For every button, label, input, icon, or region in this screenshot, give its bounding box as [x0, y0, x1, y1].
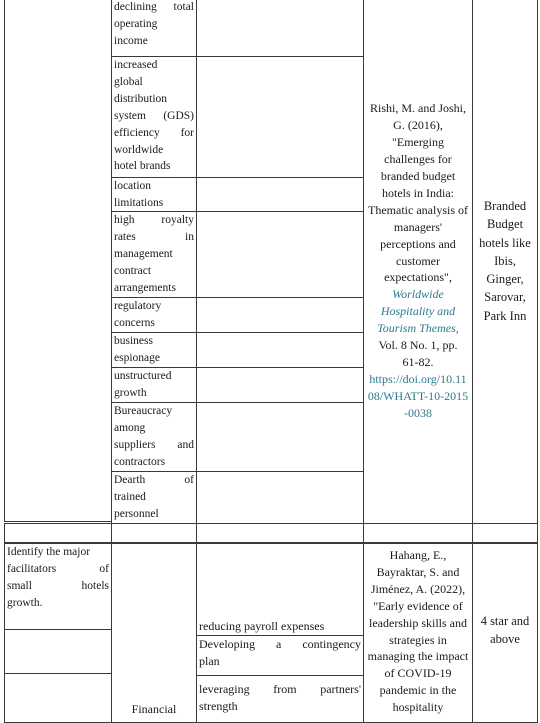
reference-journal-line: Worldwide [392, 287, 444, 302]
objective-line: Identify the major [7, 546, 91, 558]
upper-factor-row-5 [111, 297, 197, 333]
upper-factor-line: high royalty [114, 214, 194, 226]
reference-line: Bayraktar, S. and [376, 564, 460, 579]
reference-title-line: customer [396, 253, 440, 268]
reference-line: leadership skills and [369, 615, 467, 630]
upper-factor-row-9 [111, 471, 197, 524]
sample-line: 4 star and [480, 614, 530, 628]
upper-factor-line: business [114, 335, 153, 347]
objective-line: small hotels [7, 579, 109, 592]
lower-item-row-2 [196, 635, 364, 676]
upper-factor-row-2 [111, 56, 197, 178]
upper-factor-line: arrangements [114, 281, 176, 294]
upper-detail-cell [196, 471, 364, 524]
sample-line: Park Inn [483, 308, 527, 323]
reference-title-line: hotels in India: [382, 185, 454, 200]
sample-line: Sarovar, [484, 290, 526, 305]
upper-factor-row-7 [111, 367, 197, 403]
upper-factor-line: worldwide [114, 143, 164, 156]
upper-factor-line: trained [114, 490, 146, 503]
category-label: Financial [131, 702, 177, 717]
upper-factor-line: limitations [114, 196, 164, 209]
reference-title-line: challenges for [384, 152, 452, 167]
upper-detail-cell [196, 367, 364, 403]
sample-line: hotels like [479, 235, 531, 250]
upper-factor-line: Bureaucracy [114, 405, 173, 417]
upper-factor-line: regulatory [114, 300, 162, 312]
lower-objective-cell [4, 543, 112, 630]
reference-line: hospitality [392, 700, 444, 715]
spacer-cell [472, 523, 538, 543]
item-line: strength [199, 698, 238, 713]
upper-sample-cell [472, 0, 538, 524]
lower-category-cell [111, 543, 197, 723]
reference-title-line: expectations", [384, 270, 452, 285]
reference-doi-link[interactable]: https://doi.org/10.11 [369, 371, 467, 386]
upper-factor-line: declining total [114, 1, 194, 13]
reference-doi-link[interactable]: 08/WHATT-10-2015 [367, 388, 469, 403]
spacer-cell [4, 523, 112, 543]
upper-factor-line: unstructured [114, 370, 172, 382]
upper-factor-line: management [114, 247, 173, 260]
sample-line: Ginger, [486, 272, 524, 287]
upper-factor-line: personnel [114, 507, 159, 520]
lower-item-row-1 [196, 543, 364, 636]
sample-line: Ibis, [494, 253, 516, 268]
upper-factor-line: location [114, 180, 152, 192]
upper-detail-cell [196, 211, 364, 298]
reference-volume-line: Vol. 8 No. 1, pp. [378, 338, 458, 353]
item-line: leveraging from partners' [199, 682, 361, 696]
upper-detail-cell [196, 297, 364, 333]
lower-reference-cell [363, 543, 473, 723]
reference-journal-line: Tourism Themes, [377, 321, 459, 336]
spacer-cell [111, 523, 197, 543]
reference-title-line: branded budget [380, 169, 456, 184]
upper-factor-line: espionage [114, 351, 160, 364]
item-line: plan [199, 653, 220, 668]
upper-factor-line: growth [114, 386, 147, 399]
reference-line: Hahang, E., [389, 548, 447, 562]
lower-sample-cell [472, 543, 538, 723]
upper-factor-line: Dearth of [114, 474, 194, 486]
reference-line: managing the impact [367, 649, 469, 664]
sample-line: Branded [483, 199, 527, 214]
upper-factor-line: hotel brands [114, 160, 171, 173]
reference-doi-link[interactable]: -0038 [404, 405, 432, 420]
upper-factor-line: operating [114, 17, 158, 30]
reference-line: pandemic in the [379, 683, 457, 698]
upper-factor-line: concerns [114, 316, 155, 329]
upper-factor-row-6 [111, 332, 197, 368]
upper-factor-line: system (GDS) [114, 109, 194, 122]
upper-factor-line: distribution [114, 92, 168, 105]
reference-line: of COVID-19 [384, 666, 452, 681]
upper-factor-line: suppliers and [114, 438, 194, 451]
spacer-cell [363, 523, 473, 543]
upper-detail-cell [196, 177, 364, 212]
upper-reference-cell [363, 0, 473, 524]
lower-objective-cell [4, 629, 112, 674]
reference-line: "Early evidence of [373, 598, 463, 613]
item-line: reducing payroll expenses [199, 619, 325, 634]
upper-factor-line: global [114, 75, 143, 88]
upper-detail-cell [196, 56, 364, 178]
spacer-cell [196, 523, 364, 543]
upper-factor-line: among [114, 421, 146, 434]
upper-factor-row-1 [111, 0, 197, 57]
reference-author-line: Rishi, M. and Joshi, [369, 101, 466, 116]
reference-line: Jiménez, A. (2022), [370, 581, 466, 596]
objective-line: facilitators of [7, 562, 109, 575]
upper-factor-line: income [114, 34, 148, 47]
upper-detail-cell [196, 402, 364, 472]
reference-title-line: "Emerging [391, 135, 444, 150]
upper-factor-row-3 [111, 177, 197, 212]
reference-title-line: perceptions and [380, 236, 456, 251]
item-line: Developing a contingency [199, 637, 361, 651]
upper-detail-cell [196, 0, 364, 57]
lower-objective-cell [4, 673, 112, 723]
reference-volume-line: 61-82. [402, 354, 434, 369]
reference-line: strategies in [389, 632, 447, 647]
upper-factor-row-4 [111, 211, 197, 298]
upper-factor-line: contract [114, 264, 152, 277]
sample-line: Budget [486, 217, 524, 232]
sample-line: above [490, 632, 520, 647]
upper-factor-row-8 [111, 402, 197, 472]
objective-line: growth. [7, 596, 43, 609]
reference-title-line: managers' [393, 219, 443, 234]
upper-factor-line: rates in [114, 230, 194, 243]
reference-author-line: G. (2016), [393, 118, 443, 133]
upper-detail-cell [196, 332, 364, 368]
upper-factor-line: efficiency for [114, 126, 194, 139]
upper-factor-line: contractors [114, 455, 166, 468]
lower-item-row-3 [196, 675, 364, 723]
upper-objective-cell [4, 0, 112, 522]
reference-title-line: Thematic analysis of [368, 202, 468, 217]
reference-journal-line: Hospitality and [380, 304, 456, 319]
upper-factor-line: increased [114, 59, 158, 71]
